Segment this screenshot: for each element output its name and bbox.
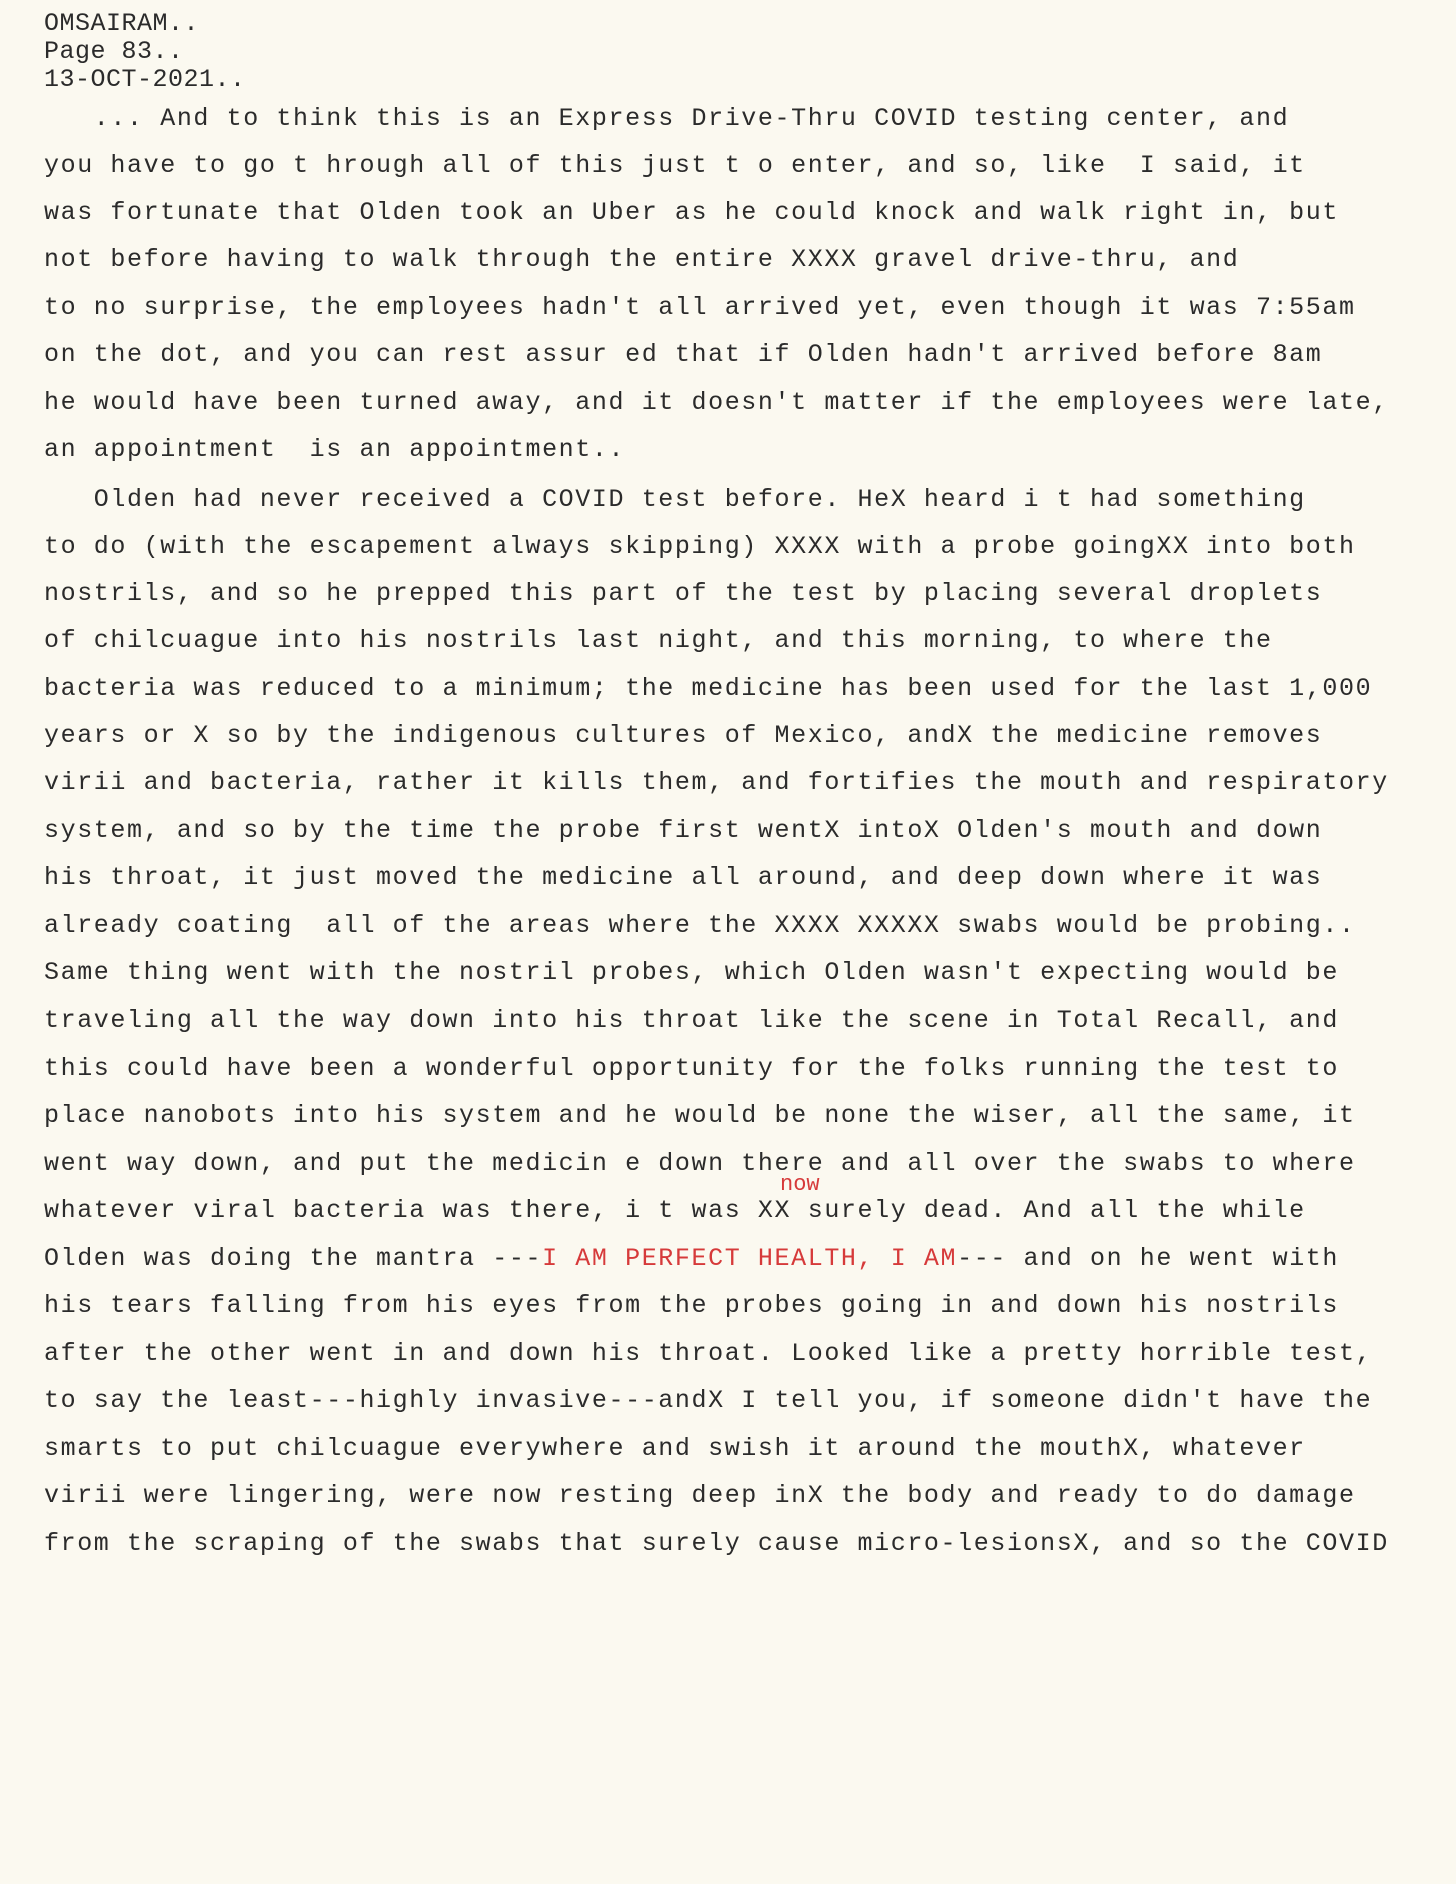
body-line: system, and so by the time the probe first wentX intoX Olden's mouth and down xyxy=(44,816,1323,845)
body-line: bacteria was reduced to a minimum; the medicine has been used for the last 1,000 xyxy=(44,674,1373,703)
body-line: an appointment is an appointment.. xyxy=(44,435,626,464)
body-line: Olden had never received a COVID test before. HeX heard i t had something xyxy=(44,485,1306,514)
body-line: Same thing went with the nostril probes, which Olden wasn't expecting would be xyxy=(44,958,1339,987)
body-line-with-mantra xyxy=(44,1244,1339,1274)
header-date: 13-OCT-2021.. xyxy=(44,65,246,94)
body-line: virii and bacteria, rather it kills them, and fortifies the mouth and respiratory xyxy=(44,768,1389,797)
handwritten-insertion-now: now xyxy=(780,1172,820,1197)
header-page-number: Page 83.. xyxy=(44,37,184,66)
body-line: not before having to walk through the entire XXXX gravel drive-thru, and xyxy=(44,245,1240,274)
mantra-red-text: I AM PERFECT HEALTH, I AM xyxy=(542,1244,958,1273)
page-header xyxy=(44,10,246,94)
body-line: his tears falling from his eyes from the probes going in and down his nostrils xyxy=(44,1291,1339,1320)
body-line: place nanobots into his system and he would be none the wiser, all the same, it xyxy=(44,1101,1356,1130)
body-line: was fortunate that Olden took an Uber as he could knock and walk right in, but xyxy=(44,198,1339,227)
mantra-lead-out: --- and on he went with xyxy=(957,1244,1339,1273)
body-line: to say the least---highly invasive---andX I tell you, if someone didn't have the xyxy=(44,1386,1373,1415)
body-line: after the other went in and down his throat. Looked like a pretty horrible test, xyxy=(44,1339,1373,1368)
body-line: from the scraping of the swabs that surely cause micro-lesionsX, and so the COVID xyxy=(44,1529,1389,1558)
body-line: this could have been a wonderful opportunity for the folks running the test to xyxy=(44,1054,1339,1083)
body-line: on the dot, and you can rest assur ed that if Olden hadn't arrived before 8am xyxy=(44,340,1323,369)
body-line: he would have been turned away, and it doesn't matter if the employees were late, xyxy=(44,388,1389,417)
body-line: to no surprise, the employees hadn't all arrived yet, even though it was 7:55am xyxy=(44,293,1356,322)
body-line: of chilcuague into his nostrils last night, and this morning, to where the xyxy=(44,626,1273,655)
body-line: traveling all the way down into his throat like the scene in Total Recall, and xyxy=(44,1006,1339,1035)
body-line: to do (with the escapement always skipping) XXXX with a probe goingXX into both xyxy=(44,532,1356,561)
body-line: already coating all of the areas where the XXXX XXXXX swabs would be probing.. xyxy=(44,911,1356,940)
body-line: went way down, and put the medicin e down there and all over the swabs to where xyxy=(44,1149,1356,1178)
body-line: you have to go t hrough all of this just t o enter, and so, like I said, it xyxy=(44,151,1306,180)
body-line: nostrils, and so he prepped this part of the test by placing several droplets xyxy=(44,579,1323,608)
body-line: his throat, it just moved the medicine all around, and deep down where it was xyxy=(44,863,1323,892)
body-line: virii were lingering, were now resting deep inX the body and ready to do damage xyxy=(44,1481,1356,1510)
body-line: years or X so by the indigenous cultures of Mexico, andX the medicine removes xyxy=(44,721,1323,750)
body-line: ... And to think this is an Express Drive-Thru COVID testing center, and xyxy=(44,104,1290,133)
mantra-lead-in: Olden was doing the mantra --- xyxy=(44,1244,543,1273)
header-salutation: OMSAIRAM.. xyxy=(44,9,200,38)
body-line: smarts to put chilcuague everywhere and swish it around the mouthX, whatever xyxy=(44,1434,1306,1463)
body-line: whatever viral bacteria was there, i t was XX surely dead. And all the while xyxy=(44,1196,1306,1225)
